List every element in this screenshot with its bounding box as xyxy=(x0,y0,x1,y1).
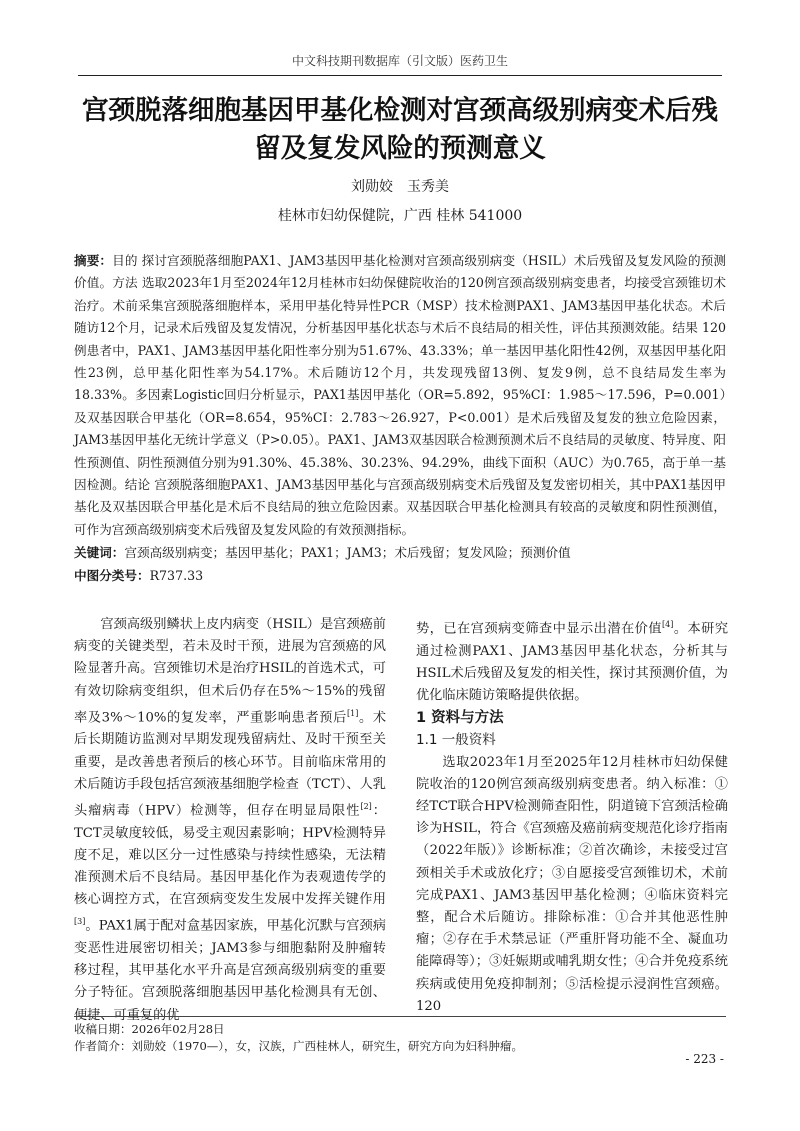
title-line-2: 留及复发风险的预测意义 xyxy=(254,133,546,164)
footnote xyxy=(74,1016,726,1055)
abstract-label: 摘要： xyxy=(74,253,113,268)
methods-paragraph: 选取2023年1月至2025年12月桂林市妇幼保健院收治的120例宫颈高级别病变患者。纳入标准：①经TCT联合HPV检测筛查阳性，阴道镜下宫颈活检确诊为HSIL，符合《宫颈癌及癌前病变规范化诊疗指南（2022年版）》诊断标准；②首次确诊，未接受过宫颈相关手术或放化疗；③自愿接受宫颈锥切术，术前完成PAX1、JAM3基因甲基化检测；④临床资料完整，配合术后随访。排除标准：①合并其他恶性肿瘤；②存在手术禁忌证（严重肝肾功能不全、凝血功能障碍等）；③妊娠期或哺乳期女性；④合并免疫系统疾病或使用免疫抑制剂；⑤活检提示浸润性宫颈癌。120 xyxy=(416,754,728,1014)
citation-4[interactable]: [4] xyxy=(662,620,674,629)
intro-text-3: ：TCT灵敏度较低，易受主观因素影响；HPV检测特异度不足，难以区分一过性感染与持续性感染，无法精准预测术后不良结局。基因甲基化作为表观遗传学的核心调控方式，在宫颈病变发生发展中发挥关键作用 xyxy=(74,803,386,908)
subsection-heading-1-1: 1.1 一般资料 xyxy=(416,732,496,749)
intro-text-6: 。本研究通过检测PAX1、JAM3基因甲基化状态，分析其与HSIL术后残留及复发的相关性，探讨其预测价值，为优化临床随访策略提供依据。 xyxy=(416,621,729,703)
classification-number xyxy=(74,565,726,587)
abstract-text: 目的 探讨宫颈脱落细胞PAX1、JAM3基因甲基化检测对宫颈高级别病变（HSIL）术后残留及复发风险的预测价值。方法 选取2023年1月至2024年12月桂林市妇幼保健院收治的120例宫颈高级别病变患者，均接受宫颈锥切术治疗。术前采集宫颈脱落细胞样本，采用甲基化特异性PCR（MSP）技术检测PAX1、JAM3基因甲基化状态。术后随访12个月，记录术后残留及复发情况，分析基因甲基化状态与术后不良结局的相关性，评估其预测效能。结果 120例患者中，PAX1、JAM3基因甲基化阳性率分别为51.67%、43.33%；单一基因甲基化阳性42例，双基因甲基化阳性23例，总甲基化阳性率为54.17%。术后随访12个月，共发现残留13例、复发9例，总不良结局发生率为18.33%。多因素Logistic回归分析显示，PAX1基因甲基化（OR=5.892，95%CI：1.985～17.596，P=0.001）及双基因联合甲基化（OR=8.654，95%CI：2.783～26.927，P<0.001）是术后残留及复发的独立危险因素，JAM3基因甲基化无统计学意义（P>0.05）。PAX1、JAM3双基因联合检测预测术后不良结局的灵敏度、特异度、阳性预测值、阴性预测值分别为91.30%、45.38%、30.23%、94.29%，曲线下面积（AUC）为0.765，高于单一基因检测。结论 宫颈脱落细胞PAX1、JAM3基因甲基化与宫颈高级别病变术后残留及复发密切相关，其中PAX1基因甲基化及双基因联合甲基化是术后不良结局的独立危险因素。双基因联合甲基化检测具有较高的灵敏度和阴性预测值，可作为宫颈高级别病变术后残留及复发风险的有效预测指标。 xyxy=(74,253,726,537)
body-left-column xyxy=(74,614,386,1027)
authors: 刘勋姣 玉秀美 xyxy=(351,179,449,195)
journal-header: 中文科技期刊数据库（引文版）医药卫生 xyxy=(78,52,722,76)
intro-paragraph xyxy=(74,614,386,1027)
intro-text-1: 宫颈高级别鳞状上皮内病变（HSIL）是宫颈癌前病变的关键类型，若未及时干预，进展为宫颈癌的风险显著升高。宫颈锥切术是治疗HSIL的首选术式，可有效切除病变组织，但术后仍存在5%～15%的残留率及3%～10%的复发率，严重影响患者预后 xyxy=(74,617,386,726)
affiliation: 桂林市妇幼保健院，广西 桂林 541000 xyxy=(277,208,523,224)
intro-continued xyxy=(416,614,728,707)
intro-text-2: 。术后长期随访监测对早期发现残留病灶、及时干预至关重要，是改善患者预后的核心环节。目前临床常用的术后随访手段包括宫颈液基细胞学检查（TCT）、人乳头瘤病毒（HPV）检测等，但存在明显局限性 xyxy=(74,710,387,819)
received-date: 收稿日期：2026年02月28日 xyxy=(74,1022,225,1036)
body-right-column xyxy=(416,614,728,1018)
author-bio: 作者简介：刘勋姣（1970—），女，汉族，广西桂林人，研究生，研究方向为妇科肿瘤。 xyxy=(74,1039,524,1053)
citation-1[interactable]: [1] xyxy=(346,708,359,718)
citation-3[interactable]: [3] xyxy=(74,917,86,927)
intro-text-4: 。PAX1属于配对盒基因家族，甲基化沉默与宫颈病变恶性进展密切相关；JAM3参与细胞黏附及肿瘤转移过程，其甲基化水平升高是宫颈高级别病变的重要分子特征。宫颈脱落细胞基因甲基化检测具有无创、便捷、可重复的优 xyxy=(74,918,386,1023)
clc-text: R737.33 xyxy=(149,568,204,583)
page-number: - 223 - xyxy=(685,1052,724,1066)
title-line-1: 宫颈脱落细胞基因甲基化检测对宫颈高级别病变术后残 xyxy=(82,95,718,126)
section-heading-1: 1 资料与方法 xyxy=(416,710,504,727)
intro-text-5: 势，已在宫颈病变筛查中显示出潜在价值 xyxy=(416,621,662,637)
keywords-text: 宫颈高级别病变；基因甲基化；PAX1；JAM3；术后残留；复发风险；预测价值 xyxy=(124,545,571,560)
article-title xyxy=(40,92,760,168)
keywords-label: 关键词： xyxy=(74,545,125,560)
clc-label: 中图分类号： xyxy=(74,568,150,583)
keywords xyxy=(74,542,726,564)
abstract xyxy=(74,250,726,541)
citation-2[interactable]: [2] xyxy=(360,802,372,812)
